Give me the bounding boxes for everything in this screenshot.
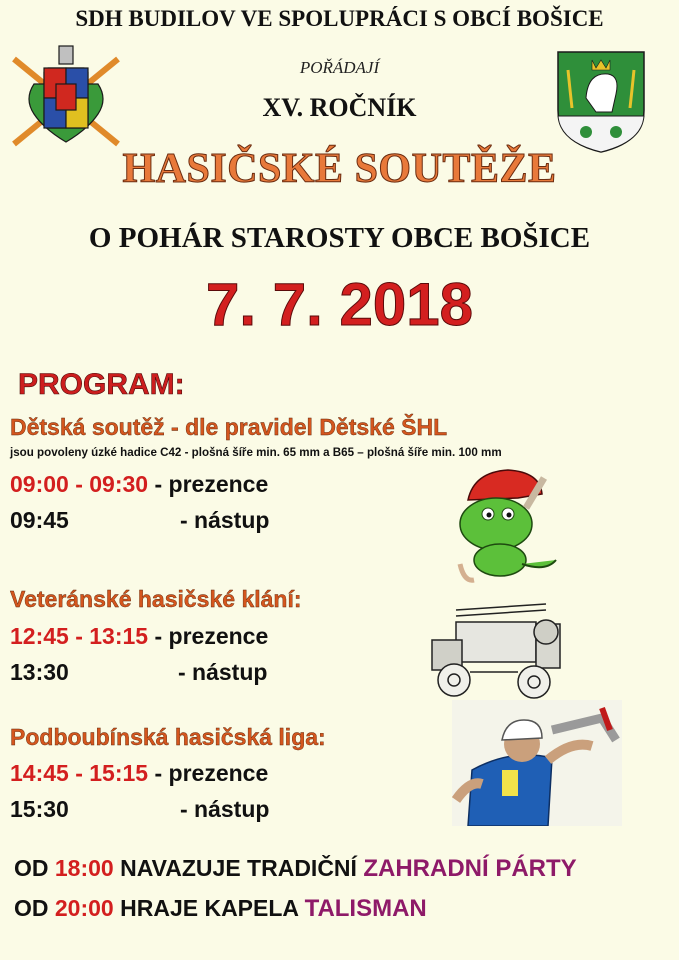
event-subtitle: O POHÁR STAROSTY OBCE BOŠICE — [88, 222, 591, 254]
footer-text: HRAJE KAPELA — [120, 895, 299, 921]
section-title-league: Podboubínská hasičská liga: — [10, 724, 326, 750]
program-heading: PROGRAM: — [18, 368, 185, 401]
footer-line-party — [14, 855, 577, 883]
section-title-children: Dětská soutěž - dle pravidel Dětské ŠHL — [10, 414, 448, 440]
footer-prefix: OD — [14, 895, 49, 921]
registration-time: 12:45 - 13:15 — [10, 623, 149, 649]
vintage-fire-truck — [422, 594, 572, 706]
rocnik-heading: XV. ROČNÍK — [262, 93, 417, 122]
registration-row-children — [10, 471, 268, 498]
footer-highlight: ZAHRADNÍ PÁRTY — [363, 855, 577, 882]
footer-highlight: TALISMAN — [304, 895, 427, 922]
event-title: HASIČSKÉ SOUTĚŽE — [122, 146, 557, 192]
footer-text: NAVAZUJE TRADIČNÍ — [120, 855, 357, 881]
registration-time: 09:00 - 09:30 — [10, 471, 149, 497]
footer-prefix: OD — [14, 855, 49, 881]
firefighter-athlete-with-hose — [452, 700, 622, 826]
registration-label: - prezence — [154, 623, 269, 649]
organizer-heading: SDH BUDILOV VE SPOLUPRÁCI S OBCÍ BOŠICE — [75, 6, 604, 31]
poradaji-text: POŘÁDAJÍ — [299, 58, 380, 77]
start-label-league: - nástup — [180, 796, 270, 822]
section-note-children: jsou povoleny úzké hadice C42 - plošná šíře min. 65 mm a B65 – plošná šíře min. 100 mm — [10, 446, 502, 459]
registration-row-veterans — [10, 623, 268, 650]
footer-line-band — [14, 895, 427, 923]
event-date: 7. 7. 2018 — [206, 271, 473, 338]
footer-time: 18:00 — [54, 855, 114, 881]
registration-label: - prezence — [154, 471, 269, 497]
section-title-veterans: Veteránské hasičské klání: — [10, 586, 302, 612]
dragon-firefighter-mascot — [448, 464, 560, 584]
registration-label: - prezence — [154, 760, 269, 786]
footer-time: 20:00 — [54, 895, 114, 921]
firefighter-emblem — [4, 44, 128, 154]
start-time-veterans: 13:30 — [10, 659, 69, 685]
bosice-coat-of-arms — [556, 50, 646, 154]
registration-row-league — [10, 760, 268, 787]
start-label-children: - nástup — [180, 507, 270, 533]
start-time-league: 15:30 — [10, 796, 69, 822]
start-label-veterans: - nástup — [178, 659, 268, 685]
registration-time: 14:45 - 15:15 — [10, 760, 149, 786]
start-time-children: 09:45 — [10, 507, 69, 533]
